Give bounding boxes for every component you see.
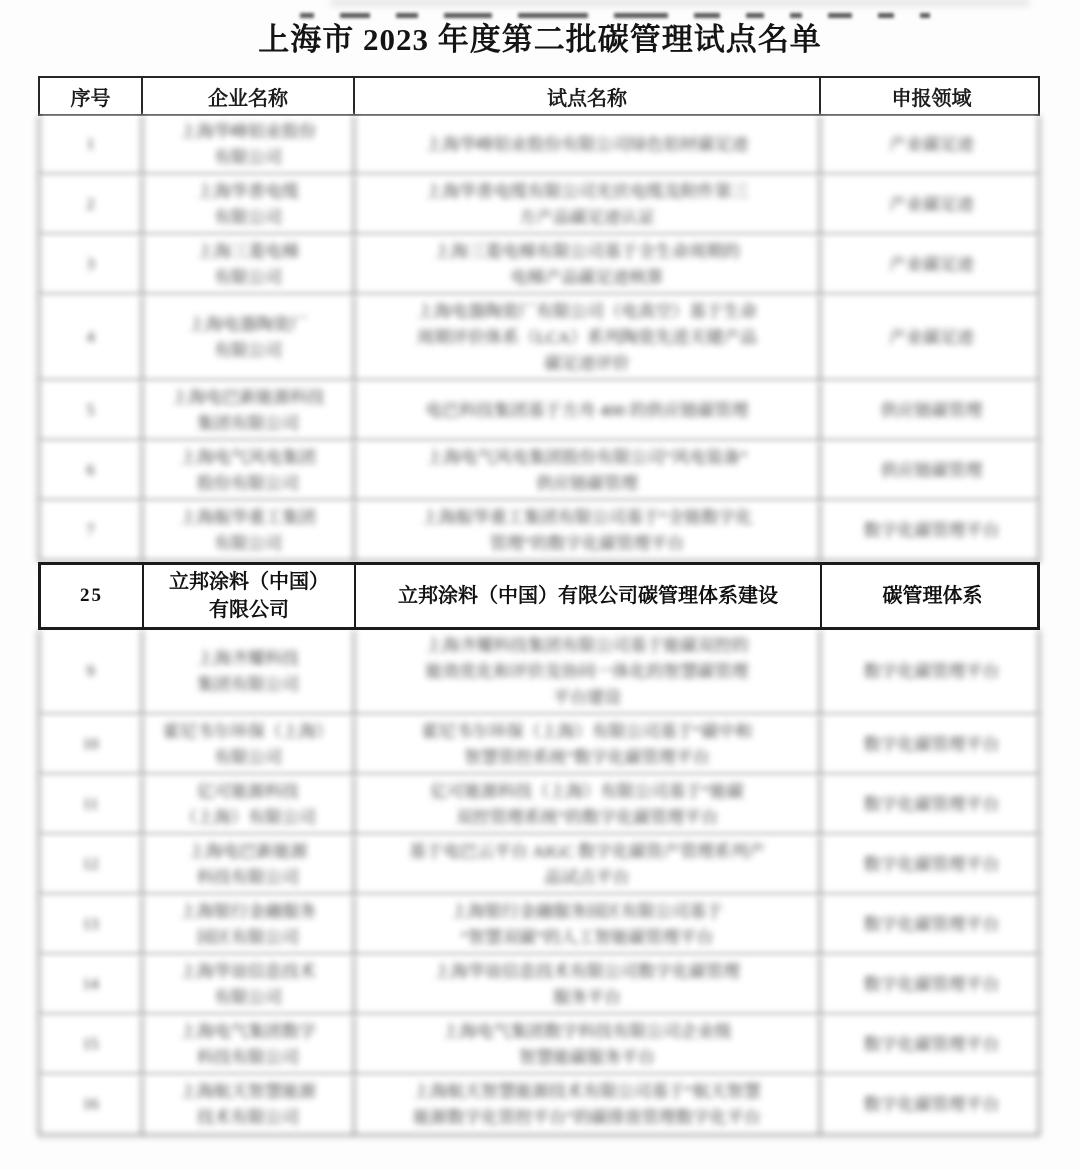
table-row-redacted [38, 176, 1040, 236]
cell-serial-number [40, 502, 143, 560]
scan-artifact-mark [396, 13, 418, 18]
cell-pilot-name-line: 上海齐耀科技集团有限公司基于能碳双控的 [425, 636, 749, 655]
cell-pilot-name [355, 176, 821, 234]
cell-application-field-line: 数字化碳管理平台 [863, 521, 1000, 540]
cell-company-name-line: 上海电气集团数字 [180, 1022, 316, 1041]
cell-pilot-name-line: 服务平台 [553, 988, 621, 1007]
cell-company-name [143, 502, 355, 560]
cell-serial-number-line: 9 [86, 663, 95, 680]
cell-pilot-name-line: 基于电巴云平台 AIGC 数字化碳资产管理系列产 [408, 842, 766, 861]
cell-pilot-name [355, 836, 821, 894]
cell-pilot-name [356, 565, 822, 627]
cell-serial-number [40, 836, 143, 894]
scan-artifact-mark [746, 13, 764, 18]
cell-serial-number [40, 1076, 143, 1134]
table-row-redacted [38, 502, 1040, 562]
cell-application-field [821, 1016, 1042, 1074]
table-row-redacted [38, 442, 1040, 502]
cell-application-field [821, 1076, 1042, 1134]
cell-pilot-name-line: 平台建设 [553, 688, 621, 707]
cell-pilot-name-line: 上海电气集团数字科技有限公司企业级 [442, 1022, 732, 1041]
scan-artifact-mark [444, 13, 492, 18]
cell-serial-number [40, 896, 143, 954]
table-row-redacted [38, 836, 1040, 896]
cell-serial-number [40, 296, 143, 380]
cell-pilot-name-line: “智慧双碳”的人工智能碳管理平台 [460, 928, 714, 947]
cell-company-name [144, 565, 356, 627]
cell-serial-number-line: 1 [86, 136, 95, 153]
cell-pilot-name-line: 上海三菱电梯有限公司基于全生命周期的 [434, 242, 740, 261]
cell-company-name-line: 集团有限公司 [197, 414, 299, 433]
cell-pilot-name-line: 上海振华重工集团有限公司基于“全链数字化 [421, 508, 753, 527]
cell-serial-number-line: 5 [86, 402, 95, 419]
cell-pilot-name [355, 442, 821, 500]
cell-application-field [821, 236, 1042, 294]
cell-application-field [821, 382, 1042, 440]
cell-serial-number-line: 16 [82, 1096, 99, 1113]
table-row-redacted [38, 116, 1040, 176]
cell-application-field-line: 碳管理体系 [882, 585, 983, 607]
cell-serial-number [40, 776, 143, 834]
cell-application-field [821, 116, 1042, 174]
cell-pilot-name-line: 双控管理系统”的数字化碳管理平台 [455, 808, 719, 827]
cell-application-field [821, 716, 1042, 774]
cell-application-field [821, 296, 1042, 380]
cell-serial-number-line: 12 [82, 856, 99, 873]
cell-application-field-line: 供应链碳管理 [880, 401, 983, 420]
cell-company-name-line: 科技有限公司 [197, 1048, 299, 1067]
cell-application-field [821, 442, 1042, 500]
cell-pilot-name [355, 116, 821, 174]
cell-pilot-name-line: 霍尼韦尔环保（上海）有限公司基于“碳中和 [421, 722, 753, 741]
scan-artifact-mark [828, 13, 852, 18]
cell-company-name-line: 上海电巴新能源科技 [171, 388, 325, 407]
scan-artifact-mark [790, 13, 802, 18]
cell-application-field-line: 数字化碳管理平台 [863, 1035, 1000, 1054]
cell-application-field [821, 630, 1042, 714]
cell-company-name-line: 上海电巴新能源 [188, 842, 308, 861]
cell-serial-number-line: 25 [80, 585, 103, 606]
cell-company-name-line: 上海齐耀科技 [197, 649, 299, 668]
table-row-redacted [38, 716, 1040, 776]
cell-company-name-line: 园区有限公司 [197, 928, 299, 947]
table-row-redacted [38, 382, 1040, 442]
header-application-field: 申报领域 [891, 87, 972, 110]
cell-company-name-line: 亿可能源科技 [197, 782, 299, 801]
cell-serial-number [40, 442, 143, 500]
table-header-row [38, 76, 1040, 116]
cell-pilot-name-line: 亿可能源科技（上海）有限公司基于“能碳 [430, 782, 744, 801]
cell-application-field [822, 565, 1043, 627]
cell-company-name-line: 上海电器陶瓷厂 [188, 315, 308, 334]
cell-serial-number-line: 10 [82, 736, 99, 753]
cell-serial-number [40, 236, 143, 294]
cell-application-field-line: 产业碳足迹 [889, 195, 974, 214]
cell-company-name-line: 上海航天智慧能源 [180, 1082, 316, 1101]
cell-application-field-line: 数字化碳管理平台 [863, 795, 1000, 814]
cell-application-field [821, 776, 1042, 834]
cell-pilot-name [355, 1016, 821, 1074]
cell-pilot-name [355, 502, 821, 560]
cell-pilot-name [355, 382, 821, 440]
cell-pilot-name [355, 776, 821, 834]
cell-pilot-name-line: 供应链碳管理 [536, 474, 638, 493]
cell-application-field-line: 产业碳足迹 [889, 135, 974, 154]
cell-company-name-line: 有限公司 [209, 599, 289, 621]
cell-pilot-name-line: 智慧能碳服务平台 [519, 1048, 655, 1067]
cell-company-name-line: 有限公司 [214, 341, 282, 360]
cell-company-name [143, 1076, 355, 1134]
cell-serial-number-line: 13 [82, 916, 99, 933]
cell-company-name-line: 技术有限公司 [197, 1108, 299, 1127]
cell-pilot-name [355, 236, 821, 294]
cell-company-name [143, 716, 355, 774]
cell-serial-number [40, 382, 143, 440]
cell-serial-number-line: 11 [82, 796, 99, 813]
cell-serial-number [41, 565, 144, 627]
header-company-name: 企业名称 [143, 78, 355, 114]
cell-company-name [143, 116, 355, 174]
cell-application-field-line: 产业碳足迹 [889, 328, 974, 347]
cell-company-name-line: 有限公司 [214, 148, 282, 167]
scan-artifact-mark [340, 13, 370, 18]
cell-pilot-name-line: 能效优化和评价及协同一体化的智慧碳管理 [425, 662, 749, 681]
cell-serial-number-line: 4 [86, 329, 95, 346]
cell-pilot-name [355, 296, 821, 380]
cell-pilot-name-line: 上海电器陶瓷厂有限公司（电真空）基于生命 [417, 302, 757, 321]
scan-smudge [330, 0, 1030, 5]
cell-company-name-line: 立邦涂料（中国） [169, 571, 329, 593]
cell-pilot-name-line: 上海华普电缆有限公司光伏电缆及附件第三 [425, 182, 749, 201]
cell-application-field-line: 数字化碳管理平台 [863, 662, 1000, 681]
cell-application-field [821, 956, 1042, 1014]
cell-company-name-line: 上海银行金融服务 [180, 902, 316, 921]
cell-company-name-line: 集团有限公司 [197, 675, 299, 694]
cell-application-field-line: 数字化碳管理平台 [863, 1095, 1000, 1114]
cell-pilot-name-line: 上海银行金融服务园区有限公司基于 [451, 902, 723, 921]
scan-artifact-mark [300, 13, 314, 18]
cell-pilot-name [355, 1076, 821, 1134]
table-row-redacted [38, 1076, 1040, 1136]
cell-application-field-line: 数字化碳管理平台 [863, 735, 1000, 754]
cell-pilot-name-line: 上海航天智慧能源技术有限公司基于“航天智慧 [413, 1082, 761, 1101]
cell-company-name-line: 霍尼韦尔环保（上海） [163, 722, 333, 741]
cell-pilot-name-line: 管理”的数字化碳管理平台 [489, 534, 685, 553]
cell-company-name-line: 有限公司 [214, 268, 282, 287]
scan-artifact-mark [694, 13, 720, 18]
cell-serial-number-line: 15 [82, 1036, 99, 1053]
cell-company-name-line: 有限公司 [214, 208, 282, 227]
cell-serial-number [40, 116, 143, 174]
cell-pilot-name [355, 716, 821, 774]
cell-company-name-line: 有限公司 [214, 988, 282, 1007]
table-row-redacted [38, 776, 1040, 836]
cell-application-field [821, 176, 1042, 234]
cell-company-name-line: 上海振华重工集团 [180, 508, 316, 527]
cell-application-field-line: 产业碳足迹 [889, 255, 974, 274]
cell-company-name [143, 382, 355, 440]
cell-pilot-name-line: 周期评价体系（LCA）系列陶瓷先进关键产品 [417, 328, 757, 347]
cell-serial-number [40, 630, 143, 714]
cell-company-name-line: 股份有限公司 [197, 474, 299, 493]
cell-company-name [143, 1016, 355, 1074]
cell-pilot-name-line: 智慧管控系统”数字化碳管理平台 [464, 748, 710, 767]
cell-pilot-name-line: 品试点平台 [544, 868, 630, 887]
cell-pilot-name [355, 956, 821, 1014]
cell-pilot-name-line: 上海华峰铝业股份有限公司绿色铝材碳足迹 [425, 135, 749, 154]
cell-pilot-name-line: 上海华谊信息技术有限公司数字化碳管理 [434, 962, 740, 981]
table-row-redacted [38, 956, 1040, 1016]
table-row-redacted [38, 1016, 1040, 1076]
cell-company-name-line: 上海电气风电集团 [180, 448, 316, 467]
cell-company-name-line: 有限公司 [214, 534, 282, 553]
table-row-redacted [38, 296, 1040, 382]
cell-serial-number-line: 7 [86, 522, 95, 539]
cell-company-name [143, 896, 355, 954]
cell-company-name [143, 956, 355, 1014]
cell-company-name [143, 442, 355, 500]
cell-company-name-line: 上海华峰铝业股份 [180, 122, 316, 141]
cell-pilot-name-line: 立邦涂料（中国）有限公司碳管理体系建设 [398, 585, 778, 607]
cell-serial-number-line: 2 [86, 196, 95, 213]
table-row-redacted [38, 236, 1040, 296]
cell-company-name-line: 上海华普电缆 [197, 182, 299, 201]
page-title: 上海市 2023 年度第二批碳管理试点名单 [258, 22, 822, 57]
cell-company-name-line: 有限公司 [214, 748, 282, 767]
cell-application-field [821, 836, 1042, 894]
cell-pilot-name-line: 碳足迹评价 [544, 354, 630, 373]
cell-company-name [143, 836, 355, 894]
scan-artifact-strip [300, 8, 1072, 18]
cell-company-name-line: 上海华谊信息技术 [180, 962, 316, 981]
scan-artifact-mark [920, 13, 930, 18]
cell-serial-number-line: 3 [86, 256, 95, 273]
table-body [38, 116, 1040, 1136]
cell-application-field-line: 数字化碳管理平台 [863, 915, 1000, 934]
cell-serial-number [40, 956, 143, 1014]
pilot-list-table [38, 76, 1040, 1136]
table-row-highlighted [38, 562, 1040, 630]
cell-pilot-name-line: 上海电气风电集团股份有限公司“风电装备” [426, 448, 748, 467]
cell-serial-number-line: 14 [82, 976, 99, 993]
cell-company-name [143, 296, 355, 380]
table-row-redacted [38, 896, 1040, 956]
cell-pilot-name-line: 电巴科技集团基于方舟 400 的供应链碳管理 [425, 401, 749, 420]
cell-application-field-line: 供应链碳管理 [880, 461, 983, 480]
cell-serial-number [40, 716, 143, 774]
cell-company-name [143, 630, 355, 714]
cell-company-name [143, 236, 355, 294]
cell-company-name-line: 上海三菱电梯 [197, 242, 299, 261]
cell-company-name [143, 176, 355, 234]
cell-application-field [821, 502, 1042, 560]
cell-serial-number [40, 176, 143, 234]
cell-pilot-name-line: 能源数字化管控平台”的碳排放管理数字化平台 [413, 1108, 761, 1127]
cell-pilot-name [355, 630, 821, 714]
cell-application-field-line: 数字化碳管理平台 [863, 855, 1000, 874]
scan-artifact-mark [518, 13, 588, 18]
header-pilot-name: 试点名称 [355, 78, 821, 114]
cell-company-name-line: 科技有限公司 [197, 868, 299, 887]
table-row-redacted [38, 630, 1040, 716]
cell-application-field-line: 数字化碳管理平台 [863, 975, 1000, 994]
cell-pilot-name-line: 电梯产品碳足迹核算 [510, 268, 664, 287]
cell-serial-number [40, 1016, 143, 1074]
cell-company-name-line: （上海）有限公司 [180, 808, 316, 827]
cell-pilot-name-line: 方产品碳足迹认证 [519, 208, 655, 227]
cell-application-field [821, 896, 1042, 954]
cell-pilot-name [355, 896, 821, 954]
cell-company-name [143, 776, 355, 834]
cell-serial-number-line: 6 [86, 462, 95, 479]
header-serial-number: 序号 [40, 78, 143, 114]
scan-artifact-mark [878, 13, 894, 18]
scan-artifact-mark [614, 13, 668, 18]
